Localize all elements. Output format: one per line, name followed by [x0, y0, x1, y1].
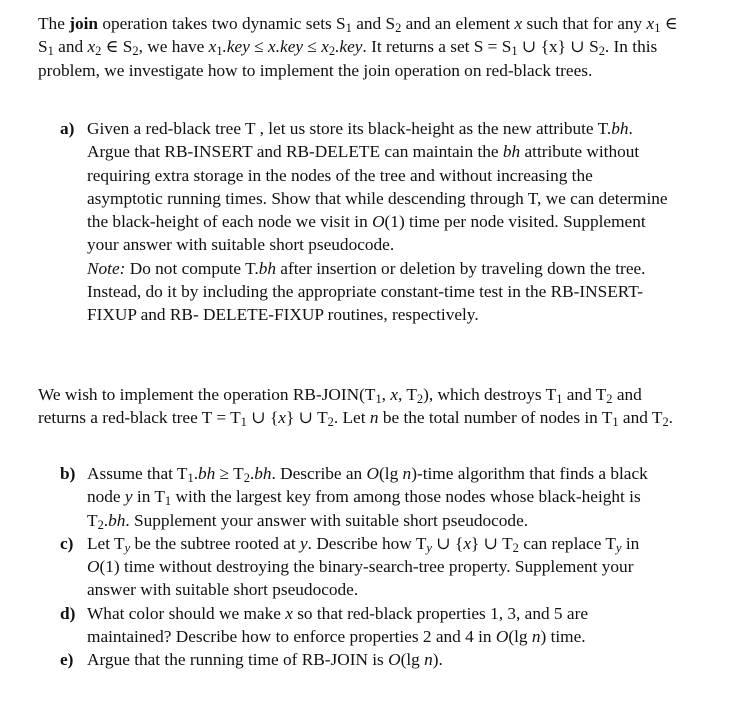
part-a-item [60, 117, 670, 327]
part-a-list [60, 117, 670, 327]
part-b-item [60, 462, 670, 532]
part-b-label: b) [60, 464, 76, 483]
part-a-label: a) [60, 119, 75, 138]
part-a-text: Given a red-black tree T , let us store its black-height as the new attribute T.bh. Argue that RB-INSERT and RB-DELETE can maintain the bh attribute without requiring extra storage in the nodes of the tree and without increasing the asymptotic running times. Show that while descending through T, we can determine the black-height of each node we visit in O(1) time per node visited. Supplement your answer with suitable short pseudocode. Note: Do not compute T.bh after insertion or deletion by traveling down the tree. Instead, do it by including the appropriate constant-time test in the RB-INSERT-FIXUP and RB- DELETE-FIXUP routines, respectively. [87, 119, 668, 325]
rb-join-paragraph: We wish to implement the operation $RB-JOIN(T_1$, x, $T_2$), which destroys $T_1$ and $T_2$ and returns a red-black tree $T = T_1$ ∪ {x} ∪ $T_2$. Let n be the total number of nodes in $T_1$ and $T_2$. [38, 385, 673, 430]
note-label: Note: [87, 258, 126, 278]
part-c-item [60, 532, 670, 602]
part-b-text: Assume that $T_1.bh \ge T_2.bh$. Describe an O(lg n)-time algorithm that finds a black node y in $T_1$ with the largest key from among those nodes whose black-height is $T_2.bh$. Supplement your answer with suitable short pseudocode. [87, 464, 648, 532]
part-d-label: d) [60, 603, 76, 623]
part-c-label: c) [60, 533, 74, 553]
part-d-text: What color should we make x so that red-black properties 1, 3, and 5 are maintained? Describe how to enforce properties 2 and 4 in O(lg n) time. [87, 603, 588, 647]
part-c-text: Let $T_y$ be the subtree rooted at y. Describe how $T_y$ ∪ {x} ∪ $T_2$ can replace $T_y$ in O(1) time without destroying the binary-search-tree property. Supplement your answer with suitable short pseudocode. [87, 533, 640, 600]
intro-paragraph: The join operation takes two dynamic sets $S_1$ and $S_2$ and an element x such that for any $x_1$ ∈ $S_1$ and $x_2$ ∈ $S_2$, we have $x_1.key \le x.key \le x_2.key$. It returns a set $S = S_1$ ∪ {x} ∪ $S_2$. In this problem, we investigate how to implement the join operation on red-black trees. [38, 14, 678, 80]
part-e-label: e) [60, 650, 74, 670]
join-keyword: join [69, 14, 98, 33]
part-e-text: Argue that the running time of RB-JOIN is O(lg n). [87, 650, 443, 670]
part-d-item [60, 602, 670, 649]
part-e-item [60, 648, 670, 671]
parts-b-to-e-list [60, 462, 670, 672]
